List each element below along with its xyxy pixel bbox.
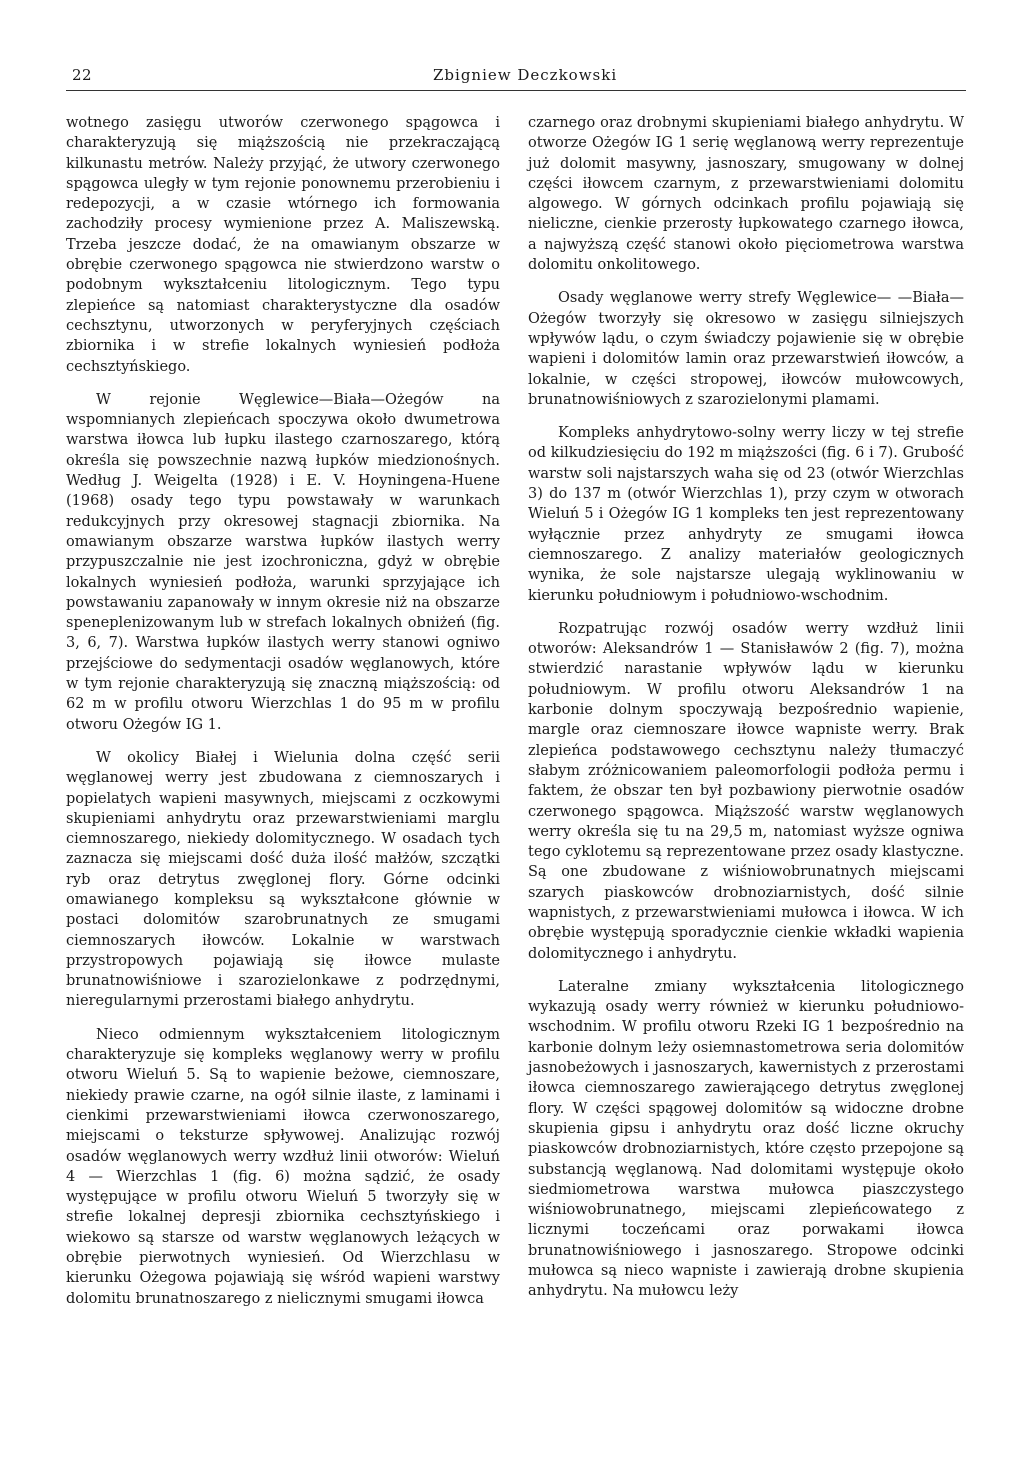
paragraph: Lateralne zmiany wykształcenia litologicznego wykazują osady werry również w kierunku południowo-wschodnim. W profilu otworu Rzeki IG 1 bezpośrednio na karbonie dolnym leży osiemnastometrowa seria dolomitów jasnobeżowych i jasnoszarych, kawernistych z przerostami iłowca ciemnoszarego zawierającego detrytus zwęglonej flory. W części spągowej dolomitów są widoczne drobne skupienia gipsu i anhydrytu oraz dość liczne okruchy piaskowców drobnoziarnistych, które często przepojone są substancją węglanową. Nad dolomitami występuje około siedmiometrowa warstwa mułowca piaszczystego wiśniowobrunatnego, miejscami zlepieńcowatego z licznymi toczeńcami oraz porwakami iłowca brunatnowiśniowego i jasnoszarego. Stropowe odcinki mułowca są nieco wapniste i zawierają drobne skupienia anhydrytu. Na mułowcu leży — [528, 978, 964, 1300]
paragraph: W rejonie Węglewice—Biała—Ożegów na wspomnianych zlepieńcach spoczywa około dwumetrowa warstwa iłowca lub łupku ilastego czarnoszarego, którą określa się powszechnie nazwą łupków miedzionośnych. Według J. Weigelta (1928) i E. V. Hoyningena-Huene (1968) osady tego typu powstawały w warunkach redukcyjnych przy okresowej stagnacji zbiornika. Na omawianym obszarze warstwa łupków ilastych werry przypuszczalnie nie jest izochroniczna, gdyż w obrębie lokalnych wyniesień podłoża, warunki sprzyjające ich powstawaniu zapanowały w innym okresie niż na obszarze speneplenizowanym lub w strefach lokalnych obniżeń (fig. 3, 6, 7). Warstwa łupków ilastych werry stanowi ogniwo przejściowe do sedymentacji osadów węglanowych, które w tym rejonie charakteryzują się znaczną miąższością: od 62 m w profilu otworu Wierzchlas 1 do 95 m w profilu otworu Ożegów IG 1. — [66, 391, 500, 733]
paragraph: Osady węglanowe werry strefy Węglewice— —Biała—Ożegów tworzyły się okresowo w zasięgu silniejszych wpływów lądu, o czym świadczy pojawienie się w obrębie wapieni i dolomitów lamin oraz przewarstwień iłowców, a lokalnie, w części stropowej, iłowców mułowcowych, brunatnowiśniowych z szarozielonymi plamami. — [528, 290, 964, 408]
paragraph: czarnego oraz drobnymi skupieniami białego anhydrytu. W otworze Ożegów IG 1 serię węglanową werry reprezentuje już dolomit masywny, jasnoszary, smugowany w dolnej części iłowcem czarnym, z przewarstwieniami dolomitu algowego. W górnych odcinkach profilu pojawiają się nieliczne, cienkie przerosty łupkowatego czarnego iłowca, a najwyższą część stanowi około pięciometrowa warstwa dolomitu onkolitowego. — [528, 115, 964, 274]
page-number: 22 — [72, 66, 93, 84]
left-column — [66, 113, 500, 1309]
right-column — [528, 113, 964, 1302]
running-header — [66, 64, 966, 91]
running-author: Zbigniew Deczkowski — [433, 66, 618, 84]
paragraph: W okolicy Białej i Wielunia dolna część serii węglanowej werry jest zbudowana z ciemnoszarych i popielatych wapieni masywnych, miejscami z oczkowymi skupieniami anhydrytu oraz przewarstwieniami marglu ciemnoszarego, niekiedy dolomitycznego. W osadach tych zaznacza się miejscami dość duża ilość małżów, szczątki ryb oraz detrytus zwęglonej flory. Górne odcinki omawianego kompleksu są wykształcone głównie w postaci dolomitów szarobrunatnych ze smugami ciemnoszarych iłowców. Lokalnie w warstwach przystropowych pojawiają się iłowce mulaste brunatnowiśniowe i szarozielonkawe z podrzędnymi, nieregularnymi przerostami białego anhydrytu. — [66, 749, 500, 1010]
paragraph: wotnego zasięgu utworów czerwonego spągowca i charakteryzują się miąższością nie przekraczającą kilkunastu metrów. Należy przyjąć, że utwory czerwonego spągowca uległy w tym rejonie ponownemu przerobieniu i redepozycji, a w czasie wtórnego ich formowania zachodziły procesy wymienione przez A. Maliszewską. Trzeba jeszcze dodać, że na omawianym obszarze w obrębie czerwonego spągowca nie stwierdzono warstw o podobnym wykształceniu litologicznym. Tego typu zlepieńce są natomiast charakterystyczne dla osadów cechsztynu, utworzonych w peryferyjnych częściach zbiornika i w strefie lokalnych wyniesień podłoża cechsztyńskiego. — [66, 115, 500, 375]
paragraph: Nieco odmiennym wykształceniem litologicznym charakteryzuje się kompleks węglanowy werry w profilu otworu Wieluń 5. Są to wapienie beżowe, ciemnoszare, niekiedy prawie czarne, na ogół silnie ilaste, z laminami i cienkimi przewarstwieniami iłowca czerwonoszarego, miejscami o teksturze spływowej. Analizując rozwój osadów węglanowych werry wzdłuż linii otworów: Wieluń 4 — Wierzchlas 1 (fig. 6) można sądzić, że osady występujące w profilu otworu Wieluń 5 tworzyły się w strefie lokalnej depresji zbiornika cechsztyńskiego i wiekowo są starsze od warstw węglanowych leżących w obrębie pierwotnych wyniesień. Od Wierzchlasu w kierunku Ożegowa pojawiają się wśród wapieni warstwy dolomitu brunatnoszarego z nielicznymi smugami iłowca — [66, 1026, 500, 1307]
paragraph: Kompleks anhydrytowo-solny werry liczy w tej strefie od kilkudziesięciu do 192 m miąższości (fig. 6 i 7). Grubość warstw soli najstarszych waha się od 23 (otwór Wierzchlas 3) do 137 m (otwór Wierzchlas 1), przy czym w otworach Wieluń 5 i Ożegów IG 1 kompleks ten jest reprezentowany wyłącznie przez anhydryty ze smugami iłowca ciemnoszarego. Z analizy materiałów geologicznych wynika, że sole najstarsze ulegają wyklinowaniu w kierunku południowym i południowo-wschodnim. — [528, 425, 964, 604]
paragraph: Rozpatrując rozwój osadów werry wzdłuż linii otworów: Aleksandrów 1 — Stanisławów 2 (fig. 7), można stwierdzić narastanie wpływów lądu w kierunku południowym. W profilu otworu Aleksandrów 1 na karbonie dolnym spoczywają bezpośrednio wapienie, margle oraz ciemnoszare iłowce wapniste werry. Brak zlepieńca podstawowego cechsztynu należy tłumaczyć słabym zróżnicowaniem paleomorfologii podłoża permu i faktem, że obszar ten był pozbawiony pierwotnie osadów czerwonego spągowca. Miąższość warstw węglanowych werry określa się tu na 29,5 m, natomiast wyższe ogniwa tego cyklotemu są reprezentowane przez osady klastyczne. Są one zbudowane z wiśniowobrunatnych miejscami szarych piaskowców drobnoziarnistych, dość silnie wapnistych, z przewarstwieniami mułowca i iłowca. W ich obrębie występują sporadycznie cienkie wkładki wapienia dolomitycznego i anhydrytu. — [528, 620, 964, 962]
